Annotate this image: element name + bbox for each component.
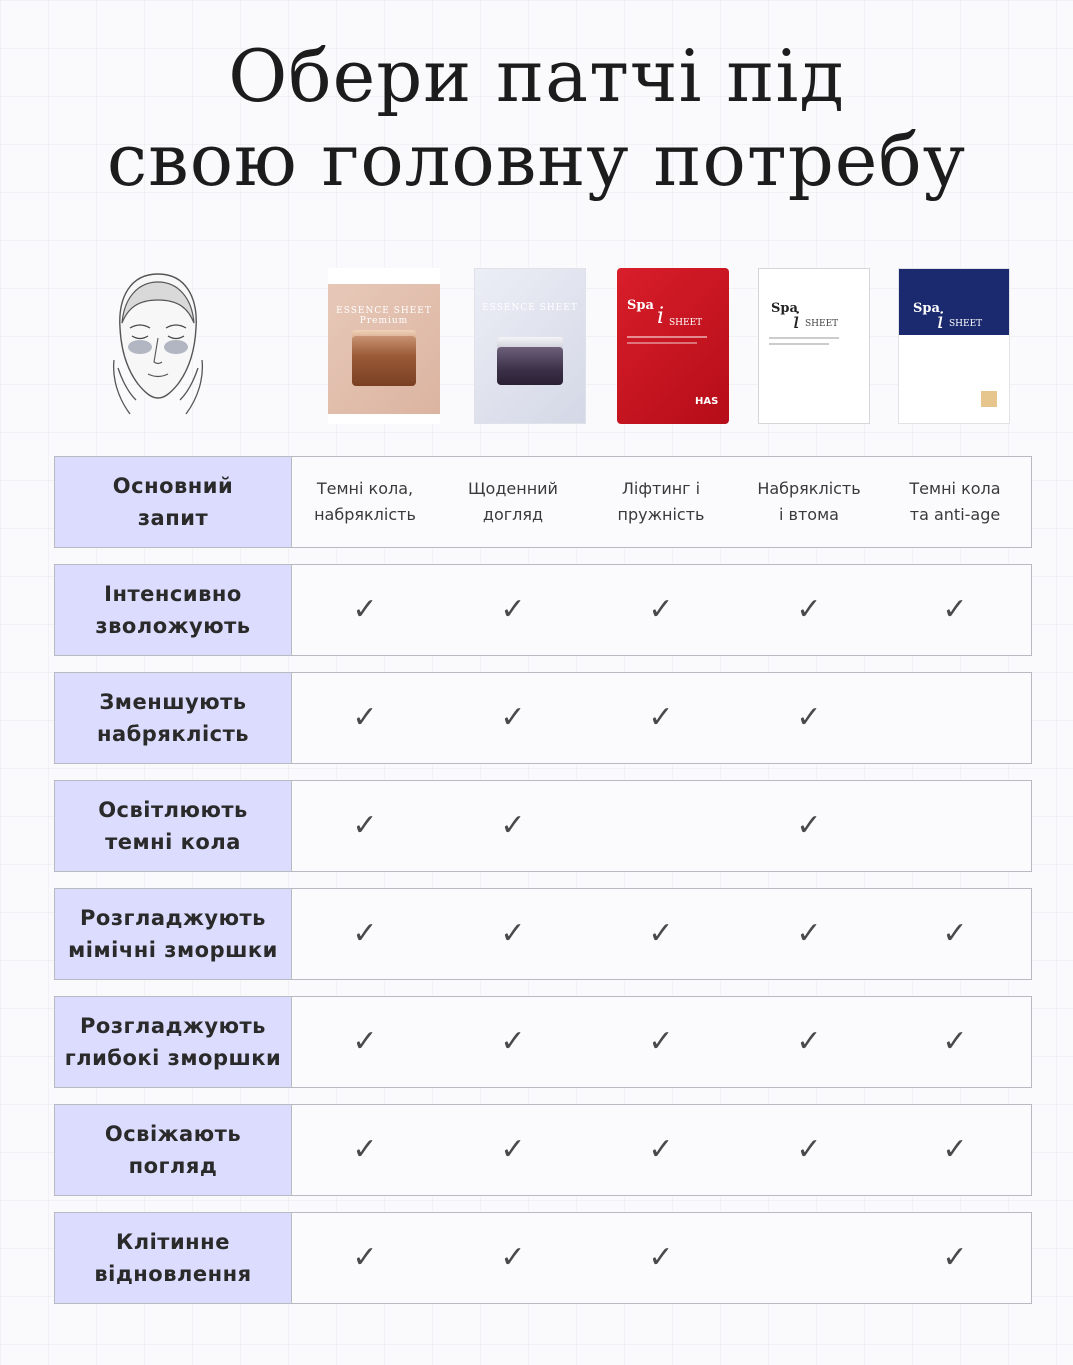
check-icon: ✓ bbox=[352, 592, 378, 627]
check-icon: ✓ bbox=[500, 916, 526, 951]
feature-row bbox=[54, 996, 1032, 1088]
feature-label: Освітлюють темні кола bbox=[55, 781, 292, 871]
product-3-logo-i: i bbox=[657, 304, 665, 329]
feature-label: Освіжають погляд bbox=[55, 1105, 292, 1195]
feature-row bbox=[54, 1104, 1032, 1196]
check-icon: ✓ bbox=[942, 1024, 968, 1059]
need-cell: Темні кола та anti-age bbox=[909, 479, 1001, 524]
header-row bbox=[54, 456, 1032, 548]
check-icon: ✓ bbox=[648, 916, 674, 951]
product-3-package bbox=[617, 268, 729, 424]
check-icon: ✓ bbox=[352, 700, 378, 735]
check-icon: ✓ bbox=[500, 1024, 526, 1059]
feature-label: Зменшують набряклість bbox=[55, 673, 292, 763]
product-3-extra: HAS bbox=[695, 396, 719, 407]
check-icon: ✓ bbox=[796, 700, 822, 735]
check-icon: ✓ bbox=[942, 592, 968, 627]
product-5-brand: Spa bbox=[913, 301, 940, 316]
empty-cell bbox=[587, 781, 735, 871]
product-3-brand: Spa bbox=[627, 298, 654, 313]
check-icon: ✓ bbox=[500, 808, 526, 843]
need-cell: Ліфтинг і пружність bbox=[617, 479, 705, 524]
feature-label: Розгладжують глибокі зморшки bbox=[55, 997, 292, 1087]
check-icon: ✓ bbox=[648, 1024, 674, 1059]
check-icon: ✓ bbox=[500, 592, 526, 627]
feature-row bbox=[54, 888, 1032, 980]
check-icon: ✓ bbox=[942, 1132, 968, 1167]
feature-label: Інтенсивно зволожують bbox=[55, 565, 292, 655]
product-2-label: ESSENCE SHEET bbox=[482, 303, 578, 313]
product-5-sheet: SHEET bbox=[949, 319, 983, 329]
check-icon: ✓ bbox=[352, 1240, 378, 1275]
product-5-logo-i: i bbox=[937, 309, 945, 334]
check-icon: ✓ bbox=[796, 808, 822, 843]
check-icon: ✓ bbox=[352, 808, 378, 843]
title-line-1: Обери патчі під bbox=[228, 34, 845, 118]
check-icon: ✓ bbox=[796, 916, 822, 951]
need-cell: Темні кола, набряклість bbox=[314, 479, 416, 524]
check-icon: ✓ bbox=[648, 700, 674, 735]
check-icon: ✓ bbox=[648, 592, 674, 627]
need-cell: Щоденний догляд bbox=[468, 479, 558, 524]
feature-row bbox=[54, 780, 1032, 872]
feature-row bbox=[54, 672, 1032, 764]
check-icon: ✓ bbox=[352, 916, 378, 951]
empty-cell bbox=[735, 1213, 883, 1303]
check-icon: ✓ bbox=[500, 1132, 526, 1167]
product-4-logo-i: i bbox=[793, 309, 801, 334]
header-row-label: Основний запит bbox=[55, 457, 292, 547]
need-cell: Набряклість і втома bbox=[757, 479, 861, 524]
check-icon: ✓ bbox=[942, 1240, 968, 1275]
empty-cell bbox=[881, 781, 1029, 871]
check-icon: ✓ bbox=[500, 700, 526, 735]
check-icon: ✓ bbox=[648, 1132, 674, 1167]
check-icon: ✓ bbox=[648, 1240, 674, 1275]
feature-row bbox=[54, 1212, 1032, 1304]
title-line-2: свою головну потребу bbox=[106, 118, 967, 202]
feature-label: Клітинне відновлення bbox=[55, 1213, 292, 1303]
product-1-package bbox=[328, 268, 440, 424]
product-2-package bbox=[474, 268, 586, 424]
product-4-package bbox=[758, 268, 870, 424]
empty-cell bbox=[881, 673, 1029, 763]
product-4-brand: Spa bbox=[771, 301, 798, 316]
product-1-label: ESSENCE SHEET Premium bbox=[336, 306, 432, 326]
product-5-package bbox=[898, 268, 1010, 424]
check-icon: ✓ bbox=[352, 1024, 378, 1059]
check-icon: ✓ bbox=[942, 916, 968, 951]
check-icon: ✓ bbox=[796, 1024, 822, 1059]
check-icon: ✓ bbox=[500, 1240, 526, 1275]
product-3-sheet: SHEET bbox=[669, 318, 703, 328]
face-illustration bbox=[108, 268, 208, 424]
check-icon: ✓ bbox=[796, 592, 822, 627]
gold-cross-icon bbox=[981, 391, 997, 407]
product-4-sheet: SHEET bbox=[805, 319, 839, 329]
check-icon: ✓ bbox=[796, 1132, 822, 1167]
check-icon: ✓ bbox=[352, 1132, 378, 1167]
feature-row bbox=[54, 564, 1032, 656]
feature-label: Розгладжують мімічні зморшки bbox=[55, 889, 292, 979]
page-title bbox=[0, 34, 1073, 202]
